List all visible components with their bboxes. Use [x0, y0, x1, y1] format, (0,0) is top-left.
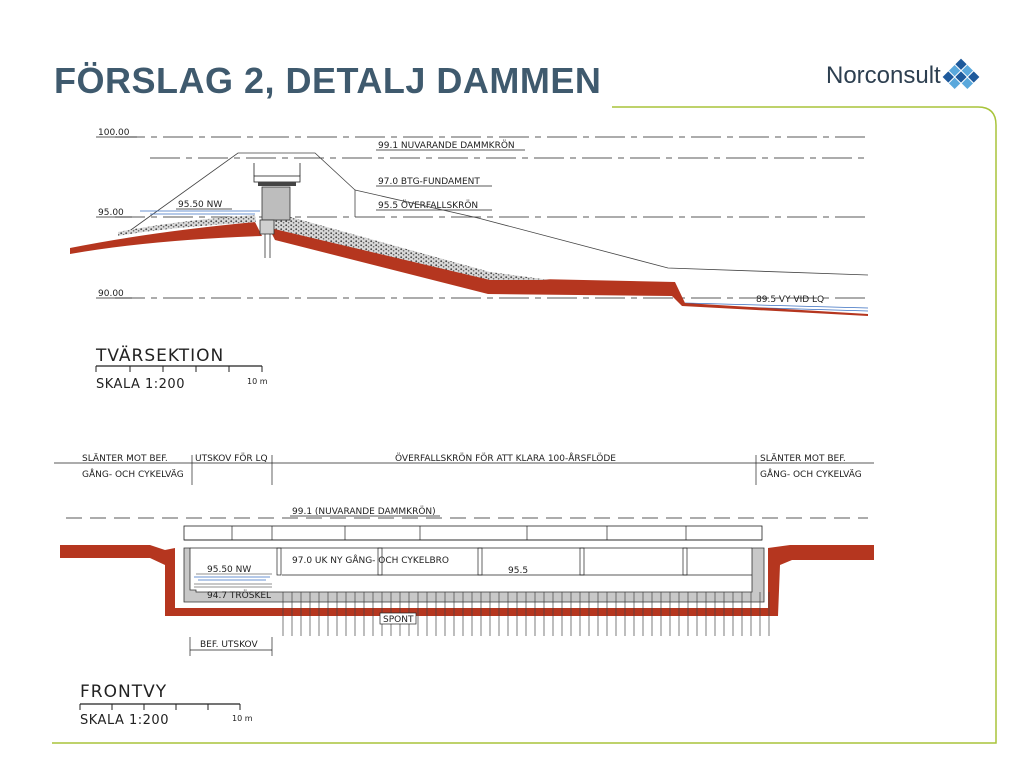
front-nw-label: 95.50 NW [207, 565, 252, 575]
header-center: ÖVERFALLSKRÖN FÖR ATT KLARA 100-ÅRSFLÖDE [395, 454, 616, 464]
level-95: 95.00 [98, 208, 124, 218]
level-100: 100.00 [98, 128, 130, 138]
cross-section-scale: SKALA 1:200 [96, 377, 185, 392]
crest-label: 99.1 NUVARANDE DAMMKRÖN [378, 141, 515, 151]
front-view-title: FRONTVY [80, 682, 168, 702]
bridge-label: 97.0 UK NY GÅNG- OCH CYKELBRO [292, 556, 450, 566]
front-view-scale: SKALA 1:200 [80, 713, 169, 728]
header-outlet: UTSKOV FÖR LQ [195, 454, 268, 464]
cross-section-title: TVÄRSEKTION [96, 346, 225, 366]
header-left-2: GÅNG- OCH CYKELVÄG [82, 470, 184, 480]
cross-section-scale-length: 10 m [247, 377, 268, 386]
header-right-1: SLÄNTER MOT BEF. [760, 454, 846, 464]
logo-text: Norconsult [826, 62, 941, 89]
sheet-pile-label: SPONT [383, 615, 414, 625]
front-level-label: 95.5 [508, 566, 529, 576]
threshold-label: 94.7 TRÖSKEL [207, 591, 272, 601]
front-crest-label: 99.1 (NUVARANDE DAMMKRÖN) [292, 507, 436, 517]
btg-label: 97.0 BTG-FUNDAMENT [378, 177, 480, 187]
overflow-label: 95.5 ÖVERFALLSKRÖN [378, 201, 479, 211]
front-view [54, 452, 874, 728]
cross-section [70, 128, 868, 392]
header-left-1: SLÄNTER MOT BEF. [82, 454, 168, 464]
level-90: 90.00 [98, 289, 124, 299]
page-title: FÖRSLAG 2, DETALJ DAMMEN [54, 60, 602, 101]
header-right-2: GÅNG- OCH CYKELVÄG [760, 470, 862, 480]
nw-label: 95.50 NW [178, 200, 223, 210]
existing-outlet-label: BEF. UTSKOV [200, 640, 258, 650]
lq-label: 89.5 VY VID LQ [756, 295, 825, 305]
front-view-scale-length: 10 m [232, 714, 253, 723]
